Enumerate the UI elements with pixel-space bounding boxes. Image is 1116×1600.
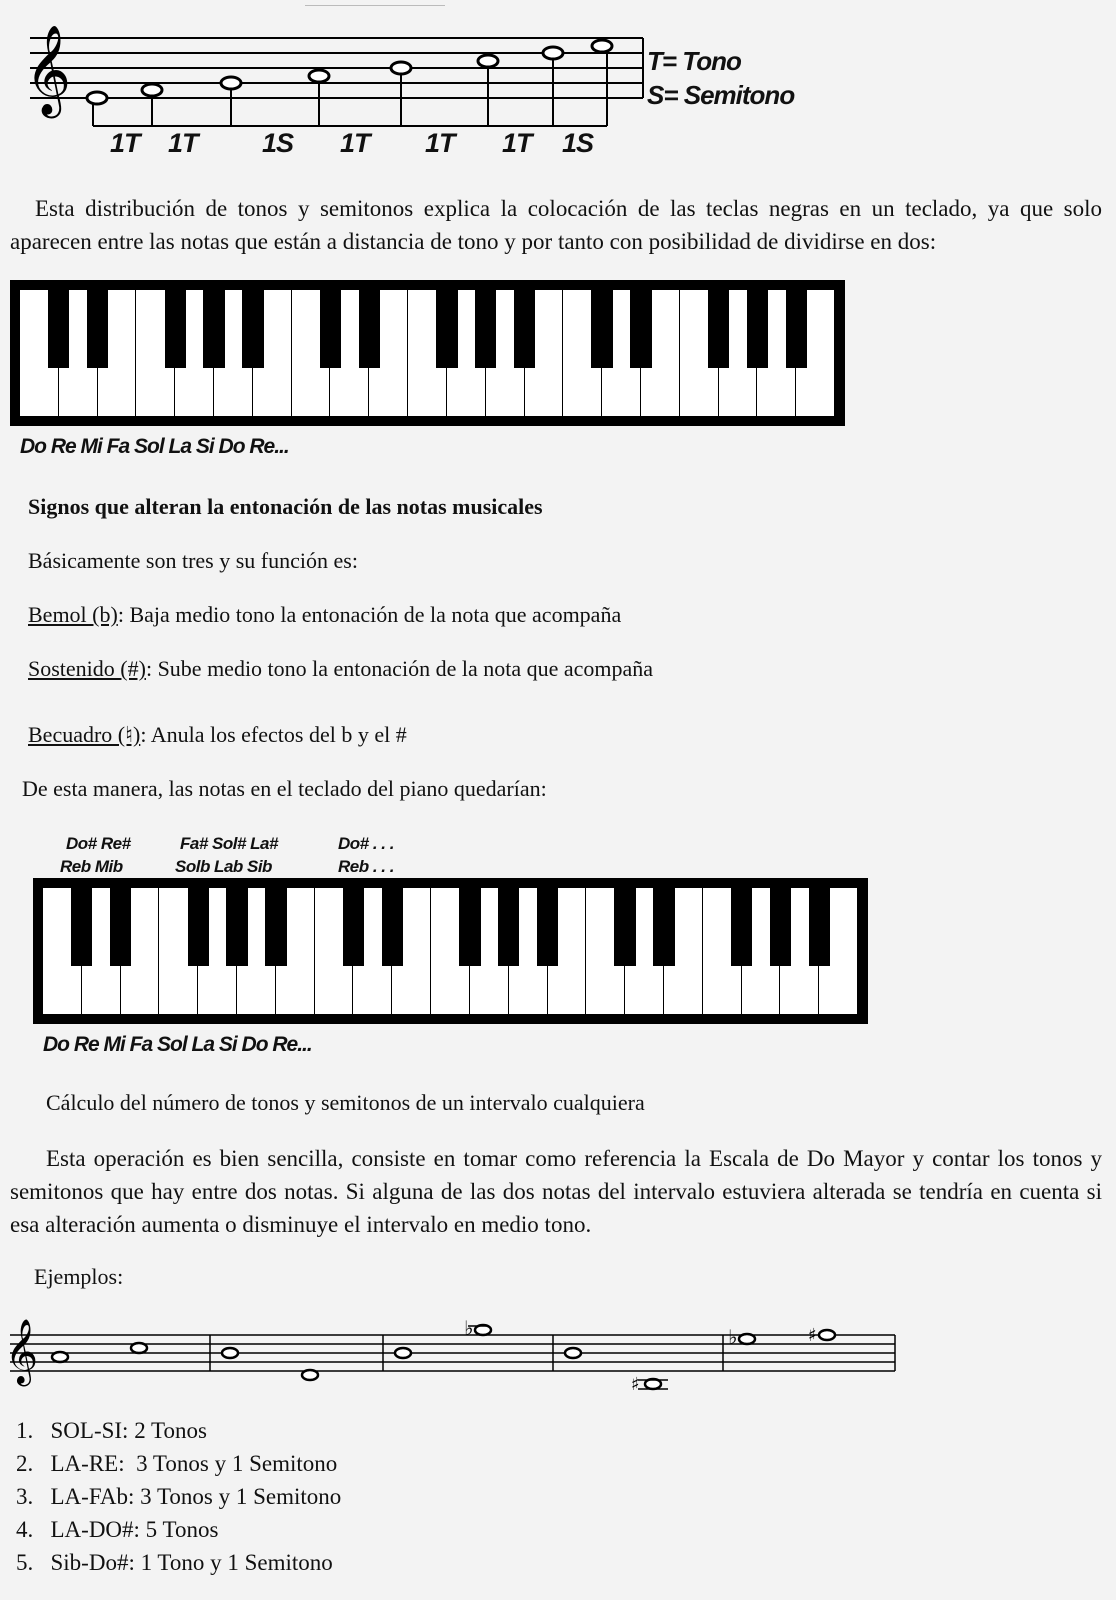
sharp-sign: ♯ — [631, 1374, 640, 1395]
list-item: 3. LA-FAb: 3 Tonos y 1 Semitono — [16, 1484, 342, 1509]
flat-sign: ♭ — [464, 1316, 474, 1340]
treble-clef: 𝄞 — [25, 25, 72, 115]
black-key — [786, 290, 807, 368]
flat-label: Solb Lab Sib — [175, 857, 272, 876]
calc-title: Cálculo del número de tonos y semitonos de un intervalo cualquiera — [46, 1090, 645, 1115]
list-item: 5. Sib-Do#: 1 Tono y 1 Semitono — [16, 1550, 333, 1575]
black-key — [320, 290, 341, 368]
black-key — [242, 290, 263, 368]
piano-keyboard-accidentals — [33, 878, 868, 1024]
black-key — [591, 290, 612, 368]
treble-clef: 𝄞 — [5, 1319, 39, 1384]
examples-staff — [5, 1310, 905, 1400]
sign-bemol — [28, 602, 621, 628]
intro-text: Básicamente son tres y su función es: — [28, 548, 358, 573]
flat-sign: ♭ — [728, 1325, 738, 1349]
interval-label: 1S — [262, 128, 294, 158]
black-key — [514, 290, 535, 368]
section-title: Signos que alteran la entonación de las notas musicales — [28, 494, 543, 519]
sharp-sign: ♯ — [808, 1325, 817, 1346]
black-key — [614, 888, 635, 966]
sign-becuadro — [28, 722, 407, 748]
sign-desc: : Sube medio tono la entonación de la nota que acompaña — [145, 656, 654, 681]
interval-labels — [0, 128, 650, 168]
black-key — [165, 290, 186, 368]
calc-paragraph: Esta operación es bien sencilla, consiste en tomar como referencia la Escala de Do Mayor y contar los tonos y semitonos que hay entre dos notas. Si alguna de las dos notas del intervalo estuviera alterada se tendría en cuenta si esa alteración aumenta o disminuye el intervalo en medio tono. — [10, 1146, 1102, 1237]
list-item: 1. SOL-SI: 2 Tonos — [16, 1418, 207, 1443]
interval-label: 1T — [340, 128, 370, 158]
sharp-label: Fa# Sol# La# — [180, 834, 278, 853]
piano-keyboard — [10, 280, 845, 426]
black-key — [475, 290, 496, 368]
black-key — [110, 888, 131, 966]
black-key — [87, 290, 108, 368]
black-key — [498, 888, 519, 966]
black-key — [71, 888, 92, 966]
black-key — [436, 290, 457, 368]
flat-label: Reb . . . — [338, 857, 394, 876]
black-key — [747, 290, 768, 368]
sign-name: Sostenido (#) — [28, 656, 146, 681]
legend-tono: T= Tono — [647, 46, 741, 76]
black-key — [708, 290, 729, 368]
sign-name: Bemol (b) — [28, 602, 118, 627]
accidental-labels — [0, 832, 500, 882]
black-key — [630, 290, 651, 368]
black-key — [226, 888, 247, 966]
black-key — [48, 290, 69, 368]
piano-intro: De esta manera, las notas en el teclado del piano quedarían: — [22, 776, 547, 801]
sign-desc: : Anula los efectos del b y el # — [140, 722, 407, 747]
sharp-label: Do# . . . — [338, 834, 394, 853]
paragraph-keyboard-explanation: Esta distribución de tonos y semitonos explica la colocación de las teclas negras en un teclado, ya que solo aparecen entre las notas que están a distancia de tono y por tanto con posibilidad de dividirse en dos: — [10, 196, 1102, 254]
interval-label: 1T — [168, 128, 198, 158]
interval-label: 1S — [562, 128, 594, 158]
black-key — [203, 290, 224, 368]
black-key — [359, 290, 380, 368]
sharp-label: Do# Re# — [66, 834, 131, 853]
examples-list — [16, 1414, 341, 1579]
black-key — [653, 888, 674, 966]
flat-label: Reb Mib — [60, 857, 123, 876]
black-key — [770, 888, 791, 966]
interval-label: 1T — [425, 128, 455, 158]
black-key — [459, 888, 480, 966]
black-key — [343, 888, 364, 966]
piano-note-labels: Do Re Mi Fa Sol La Si Do Re... — [20, 435, 289, 458]
black-key — [265, 888, 286, 966]
sign-name: Becuadro (♮) — [28, 722, 141, 747]
black-key — [809, 888, 830, 966]
legend-semitono: S= Semitono — [647, 80, 795, 110]
black-key — [731, 888, 752, 966]
piano-note-labels: Do Re Mi Fa Sol La Si Do Re... — [43, 1033, 312, 1056]
sign-desc: : Baja medio tono la entonación de la nota que acompaña — [117, 602, 622, 627]
black-key — [537, 888, 558, 966]
examples-label: Ejemplos: — [34, 1264, 124, 1289]
black-key — [188, 888, 209, 966]
sign-sostenido — [28, 656, 653, 682]
black-key — [382, 888, 403, 966]
interval-label: 1T — [110, 128, 140, 158]
list-item: 4. LA-DO#: 5 Tonos — [16, 1517, 219, 1542]
interval-label: 1T — [502, 128, 532, 158]
top-rule — [305, 5, 445, 6]
list-item: 2. LA-RE: 3 Tonos y 1 Semitono — [16, 1451, 338, 1476]
